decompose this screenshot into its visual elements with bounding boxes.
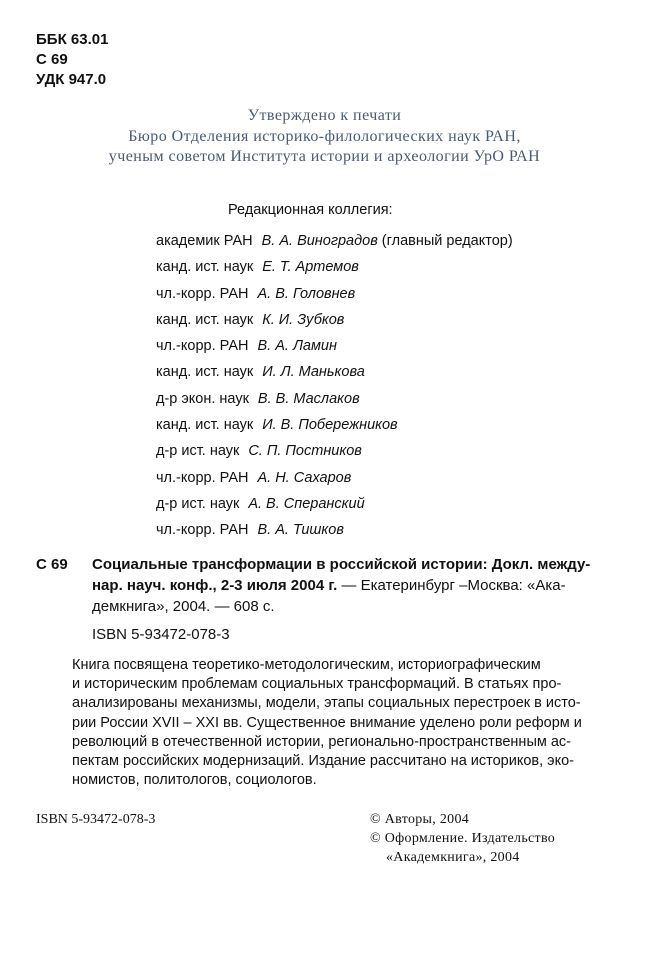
board-member bbox=[156, 232, 513, 258]
member-degree: канд. ист. наук bbox=[156, 311, 254, 328]
approval-line-2: Бюро Отделения историко-филологических наук РАН, bbox=[128, 127, 521, 145]
record-imprint: — Екатеринбург –Москва: «Ака- bbox=[337, 577, 566, 594]
copyright-authors: © Авторы, 2004 bbox=[370, 812, 470, 827]
approval-note bbox=[0, 106, 649, 168]
member-degree: канд. ист. наук bbox=[156, 364, 254, 381]
copyright-design: © Оформление. Издательство bbox=[370, 831, 556, 846]
isbn: ISBN 5-93472-078-3 bbox=[92, 626, 230, 643]
member-name: И. Л. Манькова bbox=[262, 364, 365, 381]
record-code: С 69 bbox=[36, 556, 68, 573]
copyright-notice bbox=[370, 810, 555, 867]
member-degree: чл.-корр. РАН bbox=[156, 285, 249, 302]
board-member bbox=[156, 258, 513, 284]
member-name: В. А. Тишков bbox=[257, 522, 344, 539]
record-line-1 bbox=[92, 555, 590, 576]
abstract-line: рии России XVII – XXI вв. Существенное внимание уделено роли реформ и bbox=[72, 714, 582, 731]
member-degree: чл.-корр. РАН bbox=[156, 338, 249, 355]
abstract-line: Книга посвящена теоретико-методологическим, историографическим bbox=[72, 657, 541, 673]
copyright-publisher: «Академкнига», 2004 bbox=[386, 850, 520, 865]
member-name: В. А. Ламин bbox=[257, 338, 337, 355]
abstract-line: номистов, политологов, социологов. bbox=[72, 772, 317, 789]
board-member bbox=[156, 337, 513, 363]
abstract-line: анализированы механизмы, модели, этапы социальных перестроек в исто- bbox=[72, 695, 581, 712]
udk-code: УДК 947.0 bbox=[36, 71, 107, 88]
board-member bbox=[156, 311, 513, 337]
approval-line-3: ученым советом Института истории и археологии УрО РАН bbox=[108, 148, 541, 165]
record-line-2 bbox=[92, 576, 566, 597]
member-name: А. В. Сперанский bbox=[248, 495, 365, 512]
member-name: К. И. Зубков bbox=[262, 311, 345, 328]
member-name: А. В. Головнев bbox=[257, 285, 356, 302]
member-degree: канд. ист. наук bbox=[156, 259, 254, 276]
member-name: В. В. Маслаков bbox=[257, 390, 360, 407]
board-member bbox=[156, 390, 513, 416]
abstract-line: пектам российских модернизаций. Издание рассчитано на историков, эко- bbox=[72, 753, 574, 770]
board-member bbox=[156, 442, 513, 468]
member-degree: д-р ист. наук bbox=[156, 443, 240, 460]
abstract-line: и историческим проблемам социальных трансформаций. В статьях про- bbox=[72, 676, 562, 693]
member-name: С. П. Постников bbox=[248, 443, 362, 460]
abstract-line: революций в отечественной истории, регионально-пространственным ас- bbox=[72, 733, 572, 750]
member-degree: д-р экон. наук bbox=[156, 390, 249, 407]
approval-line-1: Утверждено к печати bbox=[247, 107, 402, 124]
member-degree: чл.-корр. РАН bbox=[156, 469, 249, 486]
member-degree: академик РАН bbox=[156, 233, 253, 249]
member-name: И. В. Побережников bbox=[262, 417, 398, 434]
footer-isbn: ISBN 5-93472-078-3 bbox=[36, 812, 156, 827]
record-title-part-1: Социальные трансформации в российской истории: Докл. между- bbox=[92, 556, 591, 573]
bbk-code: ББК 63.01 bbox=[36, 31, 109, 48]
member-name: Е. Т. Артемов bbox=[262, 259, 359, 276]
member-degree: д-р ист. наук bbox=[156, 495, 240, 512]
board-member bbox=[156, 285, 513, 311]
member-degree: канд. ист. наук bbox=[156, 417, 254, 434]
board-member bbox=[156, 469, 513, 495]
board-member bbox=[156, 495, 513, 521]
member-name: А. Н. Сахаров bbox=[257, 469, 352, 486]
member-role: (главный редактор) bbox=[377, 233, 513, 249]
board-member bbox=[156, 363, 513, 389]
board-member bbox=[156, 521, 513, 547]
board-member bbox=[156, 416, 513, 442]
author-sign-code: С 69 bbox=[36, 51, 68, 68]
classification-codes bbox=[36, 30, 108, 90]
record-title-part-2: нар. науч. конф., 2-3 июля 2004 г. bbox=[92, 577, 338, 594]
abstract bbox=[72, 656, 582, 790]
editorial-board-title: Редакционная коллегия: bbox=[228, 202, 393, 218]
record-line-3: демкнига», 2004. — 608 с. bbox=[92, 598, 275, 615]
member-degree: чл.-корр. РАН bbox=[156, 522, 249, 539]
editorial-board-list bbox=[156, 232, 513, 548]
member-name: В. А. Виноградов bbox=[261, 233, 378, 249]
